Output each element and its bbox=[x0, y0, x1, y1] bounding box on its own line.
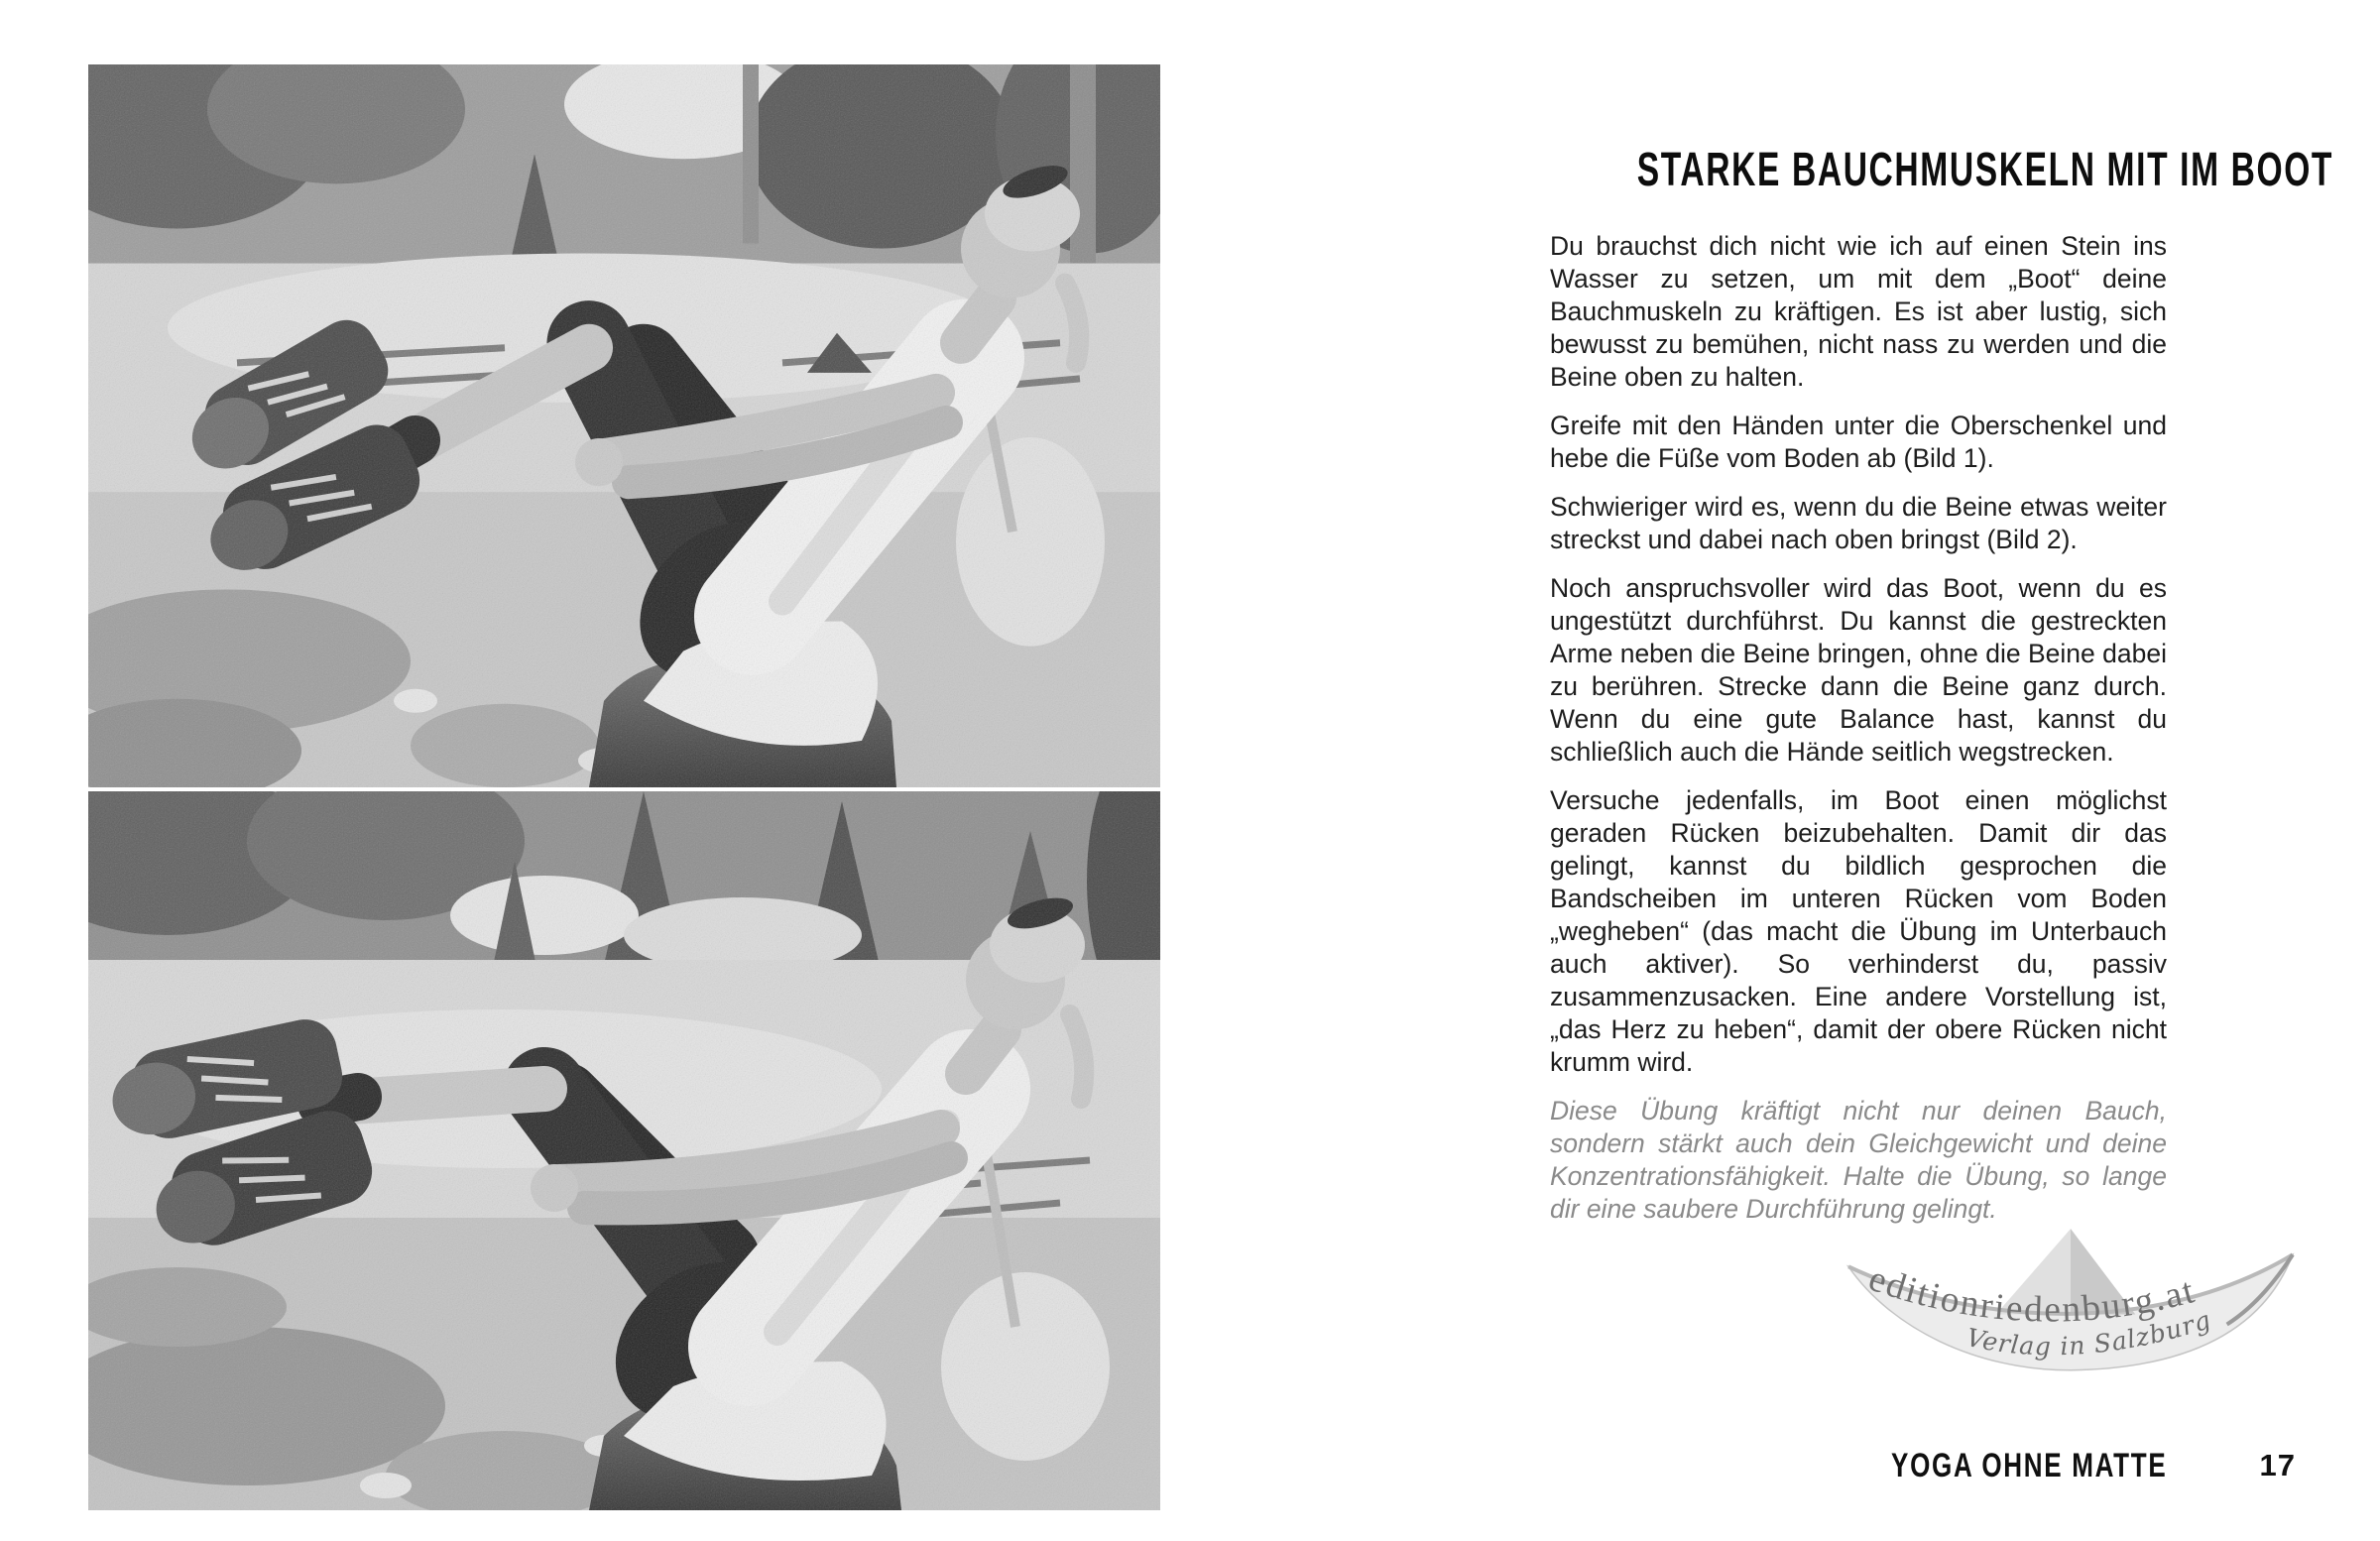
photo-bild-2 bbox=[88, 791, 1160, 1510]
paragraph-back-posture: Versuche jedenfalls, im Boot einen möglichst geraden Rücken beizubehalten. Damit dir das gelingt, kannst du bildlich gesprochen die Bandscheiben im unteren Rücken vom Boden „wegheben“ (das macht die Übung im Unterbauch auch aktiver). So verhinderst du, passiv zusammenzusacken. Eine andere Vorstellung ist, „das Herz zu heben“, damit der obere Rücken nicht krumm wird. bbox=[1550, 785, 2167, 1077]
page-number: 17 bbox=[2259, 1448, 2296, 1482]
paragraph-intro: Du brauchst dich nicht wie ich auf einen Stein ins Wasser zu setzen, um mit dem „Boot“ deine Bauchmuskeln zu kräftigen. Es ist aber lustig, sich bewusst zu bemühen, nicht nass zu werden und die Beine oben zu halten. bbox=[1550, 231, 2167, 392]
boat-pose-photo-1-illustration bbox=[88, 64, 1160, 787]
running-footer-book-title: YOGA OHNE MATTE bbox=[1890, 1446, 2167, 1484]
exercise-article bbox=[1550, 142, 2334, 1242]
logo-wordmark: editionriedenburg.at bbox=[1863, 1257, 2201, 1331]
paragraph-step-bild2: Schwieriger wird es, wenn du die Beine etwas weiter streckst und dabei nach oben bringst (Bild 2). bbox=[1550, 492, 2167, 554]
paragraph-step-bild1: Greife mit den Händen unter die Oberschenkel und hebe die Füße vom Boden ab (Bild 1). bbox=[1550, 411, 2167, 473]
chapter-title: STARKE BAUCHMUSKELN MIT IM BOOT bbox=[1636, 142, 2334, 196]
paper-boat-icon bbox=[1837, 1226, 2305, 1392]
publisher-paper-boat-logo bbox=[1837, 1226, 2305, 1392]
paragraph-benefit-note: Diese Übung kräftigt nicht nur deinen Bauch, sondern stärkt auch dein Gleichgewicht und deine Konzentrationsfähigkeit. Halte die Übung, so lange dir eine saubere Durchführung gelingt. bbox=[1550, 1096, 2167, 1224]
logo-tagline: Verlag in Salzburg bbox=[1964, 1305, 2215, 1362]
photo-bild-1 bbox=[88, 64, 1160, 787]
boat-pose-photo-2-illustration bbox=[88, 791, 1160, 1510]
paragraph-advanced: Noch anspruchsvoller wird das Boot, wenn du es ungestützt durchführst. Du kannst die gestreckten Arme neben die Beine bringen, ohne die Beine dabei zu berühren. Strecke dann die Beine ganz durch. Wenn du eine gute Balance hast, kannst du schließlich auch die Hände seitlich wegstrecken. bbox=[1550, 573, 2167, 767]
